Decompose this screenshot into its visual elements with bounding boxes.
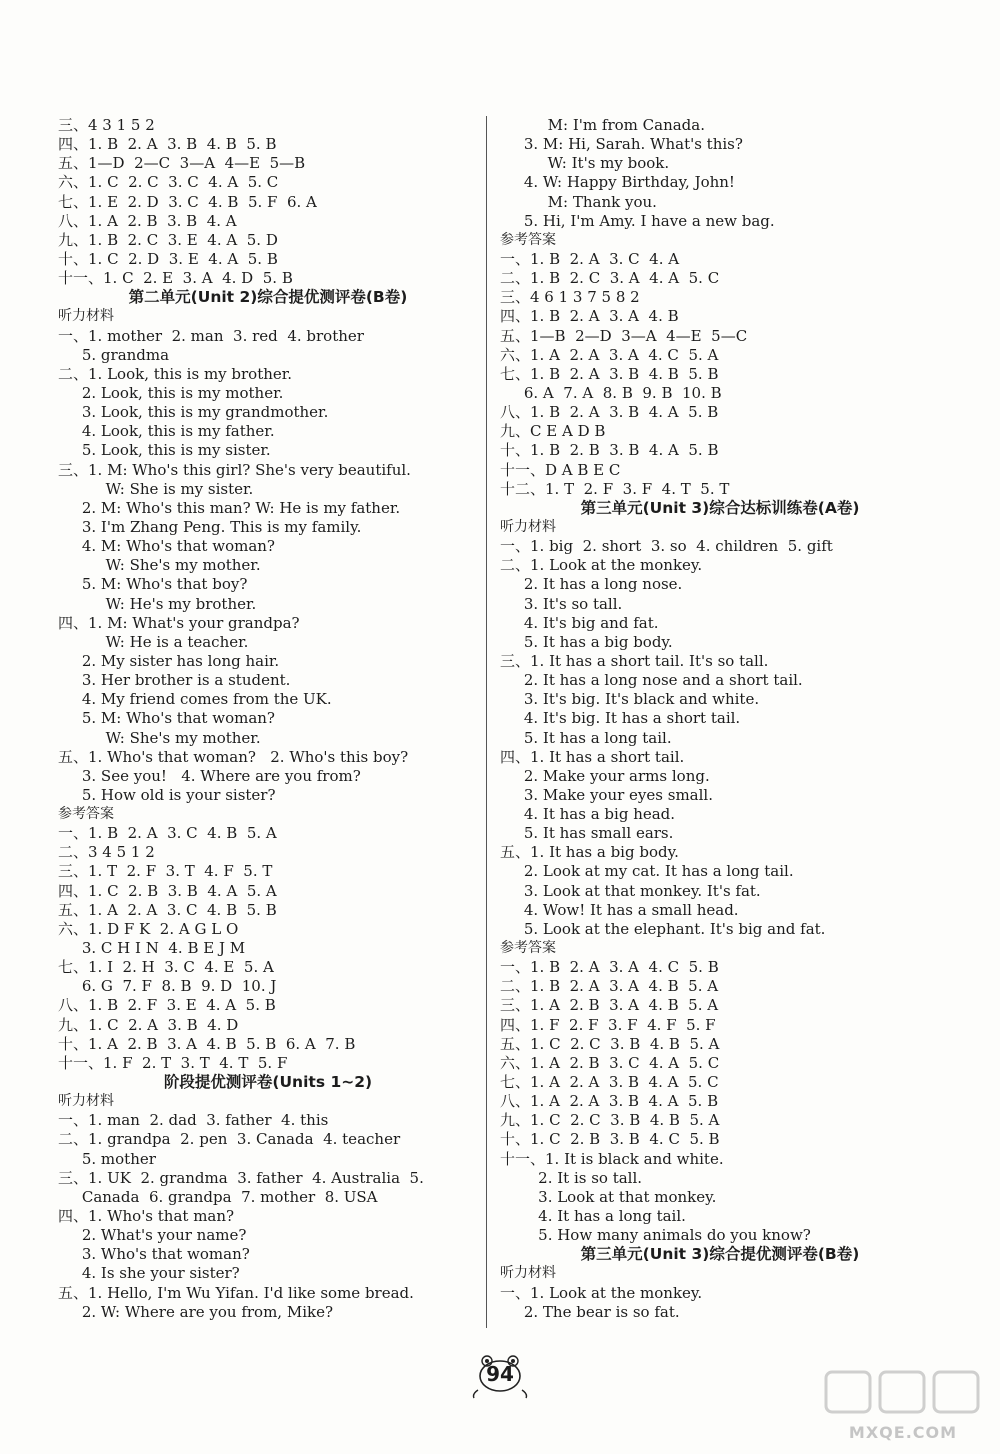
answer-line: 5. It has a big body.	[500, 632, 673, 651]
section-label: 听力材料	[500, 518, 556, 535]
answer-line: 二、3 4 5 1 2	[58, 843, 155, 862]
watermark-text: MXQE.COM	[848, 1423, 958, 1442]
answer-line: 十一、1. F 2. T 3. T 4. T 5. F	[58, 1053, 288, 1072]
answer-line: 4. It's big. It has a short tail.	[500, 709, 741, 728]
answer-line: 4. Wow! It has a small head.	[500, 900, 739, 919]
column-divider	[486, 116, 487, 1328]
answer-line: 五、1—D 2—C 3—A 4—E 5—B	[58, 154, 306, 173]
section-label: 参考答案	[500, 231, 556, 248]
answer-line: M: I'm from Canada.	[500, 116, 705, 134]
answer-line: 4. It has a big head.	[500, 805, 676, 824]
answer-line: 2. What's your name?	[58, 1226, 247, 1245]
answer-line: 3. Look at that monkey. It's fat.	[500, 881, 761, 900]
answer-line: 3. Make your eyes small.	[500, 785, 713, 804]
answer-line: W: He's my brother.	[58, 594, 257, 613]
answer-line: 三、4 6 1 3 7 5 8 2	[500, 288, 640, 307]
answer-line: 6. A 7. A 8. B 9. B 10. B	[500, 383, 722, 402]
answer-line: 八、1. A 2. A 3. B 4. A 5. B	[500, 1092, 719, 1111]
answer-line: 四、1. B 2. A 3. B 4. B 5. B	[58, 135, 277, 154]
answer-line: 二、1. grandpa 2. pen 3. Canada 4. teacher	[58, 1130, 401, 1149]
answer-line: 4. My friend comes from the UK.	[58, 690, 332, 709]
answer-line: 三、1. UK 2. grandma 3. father 4. Australia 5.	[58, 1168, 424, 1187]
answer-line: 三、1. T 2. F 3. T 4. F 5. T	[58, 862, 273, 881]
answer-line: 5. Look at the elephant. It's big and fat.	[500, 919, 826, 938]
answer-line: 七、1. A 2. A 3. B 4. A 5. C	[500, 1073, 719, 1092]
answer-line: 2. My sister has long hair.	[58, 651, 280, 670]
answer-line: 十、1. C 2. B 3. B 4. C 5. B	[500, 1130, 720, 1149]
page-number-badge	[470, 1350, 530, 1400]
answer-line: 二、1. Look at the monkey.	[500, 556, 703, 575]
answer-line: 3. Her brother is a student.	[58, 671, 291, 690]
answer-line: 5. Hi, I'm Amy. I have a new bag.	[500, 211, 775, 230]
answer-line: 3. M: Hi, Sarah. What's this?	[500, 135, 743, 154]
answer-line: 3. C H I N 4. B E J M	[58, 939, 246, 958]
answer-line: 十、1. C 2. D 3. E 4. A 5. B	[58, 249, 278, 268]
answer-line: 3. Who's that woman?	[58, 1245, 250, 1264]
page-number: 94	[486, 1362, 514, 1386]
answer-line: 5. grandma	[58, 345, 170, 364]
answer-line: 4. It's big and fat.	[500, 613, 659, 632]
answer-line: 三、1. M: Who's this girl? She's very beautiful.	[58, 460, 411, 479]
answer-line: 四、1. M: What's your grandpa?	[58, 613, 300, 632]
answer-line: 一、1. B 2. A 3. A 4. C 5. B	[500, 958, 719, 977]
answer-line: 一、1. man 2. dad 3. father 4. this	[58, 1111, 329, 1130]
section-heading: 第三单元(Unit 3)综合提优测评卷(B卷)	[580, 1245, 860, 1264]
answer-line: 一、1. B 2. A 3. C 4. B 5. A	[58, 824, 277, 843]
answer-line: 4. Look, this is my father.	[58, 422, 275, 441]
answer-line: 2. Look, this is my mother.	[58, 383, 284, 402]
answer-line: 五、1. A 2. A 3. C 4. B 5. B	[58, 900, 277, 919]
section-label: 参考答案	[58, 806, 114, 823]
answer-line: 2. It is so tall.	[500, 1168, 643, 1187]
answer-line: 2. M: Who's this man? W: He is my father.	[58, 498, 401, 517]
answer-line: 2. It has a long nose and a short tail.	[500, 671, 803, 690]
answer-line: 十一、D A B E C	[500, 460, 621, 479]
answer-line: W: She is my sister.	[58, 479, 254, 498]
answer-line: 3. See you! 4. Where are you from?	[58, 766, 361, 785]
answer-line: 3. Look at that monkey.	[500, 1187, 717, 1206]
answer-line: 4. It has a long tail.	[500, 1207, 686, 1226]
answer-line: 三、1. It has a short tail. It's so tall.	[500, 651, 769, 670]
answer-line: 七、1. B 2. A 3. B 4. B 5. B	[500, 364, 719, 383]
answer-line: 4. Is she your sister?	[58, 1264, 240, 1283]
section-label: 听力材料	[58, 1093, 114, 1110]
answer-line: 三、4 3 1 5 2	[58, 116, 155, 134]
answer-line: 4. M: Who's that woman?	[58, 537, 275, 556]
answer-line: 二、1. B 2. C 3. A 4. A 5. C	[500, 269, 720, 288]
answer-line: 六、1. C 2. C 3. C 4. A 5. C	[58, 173, 279, 192]
answer-line: 5. M: Who's that boy?	[58, 575, 248, 594]
answer-line: 九、1. C 2. C 3. B 4. B 5. A	[500, 1111, 720, 1130]
answer-line: 3. Look, this is my grandmother.	[58, 403, 329, 422]
answer-line: 七、1. E 2. D 3. C 4. B 5. F 6. A	[58, 192, 317, 211]
answer-line: W: He is a teacher.	[58, 632, 249, 651]
answer-line: 6. G 7. F 8. B 9. D 10. J	[58, 977, 277, 996]
answer-line: 十一、1. It is black and white.	[500, 1149, 724, 1168]
answer-line: 4. W: Happy Birthday, John!	[500, 173, 735, 192]
answer-line: 一、1. B 2. A 3. C 4. A	[500, 249, 680, 268]
answer-line: 六、1. A 2. B 3. C 4. A 5. C	[500, 1053, 720, 1072]
answer-line: W: She's my mother.	[58, 728, 261, 747]
answer-line: Canada 6. grandpa 7. mother 8. USA	[58, 1187, 378, 1206]
answer-line: 七、1. I 2. H 3. C 4. E 5. A	[58, 958, 274, 977]
answer-line: 四、1. Who's that man?	[58, 1207, 235, 1226]
answer-line: 二、1. Look, this is my brother.	[58, 364, 293, 383]
answer-line: 5. It has small ears.	[500, 824, 674, 843]
answer-column-left	[58, 116, 478, 1322]
answer-line: 五、1. Who's that woman? 2. Who's this boy?	[58, 747, 409, 766]
answer-line: 5. Look, this is my sister.	[58, 441, 271, 460]
answer-line: 五、1. Hello, I'm Wu Yifan. I'd like some bread.	[58, 1283, 414, 1302]
answer-line: 五、1. It has a big body.	[500, 843, 679, 862]
answer-line: 5. M: Who's that woman?	[58, 709, 275, 728]
answer-line: 二、1. B 2. A 3. A 4. B 5. A	[500, 977, 719, 996]
answer-line: 九、1. C 2. A 3. B 4. D	[58, 1015, 239, 1034]
answer-line: 5. How many animals do you know?	[500, 1226, 811, 1245]
answer-line: 3. It's so tall.	[500, 594, 623, 613]
section-label: 参考答案	[500, 940, 556, 957]
section-heading: 第二单元(Unit 2)综合提优测评卷(B卷)	[128, 288, 408, 307]
answer-line: 5. It has a long tail.	[500, 728, 672, 747]
watermark-logo-icon	[818, 1366, 988, 1426]
answer-line: 十、1. B 2. B 3. B 4. A 5. B	[500, 441, 719, 460]
answer-line: 九、1. B 2. C 3. E 4. A 5. D	[58, 230, 278, 249]
answer-line: 2. It has a long nose.	[500, 575, 683, 594]
answer-line: W: She's my mother.	[58, 556, 261, 575]
section-label: 听力材料	[500, 1265, 556, 1282]
answer-line: M: Thank you.	[500, 192, 657, 211]
answer-line: 五、1—B 2—D 3—A 4—E 5—C	[500, 326, 748, 345]
answer-line: 2. Look at my cat. It has a long tail.	[500, 862, 794, 881]
answer-line: 十二、1. T 2. F 3. F 4. T 5. T	[500, 479, 730, 498]
answer-line: 四、1. B 2. A 3. A 4. B	[500, 307, 679, 326]
answer-line: 一、1. Look at the monkey.	[500, 1283, 703, 1302]
answer-line: 五、1. C 2. C 3. B 4. B 5. A	[500, 1034, 720, 1053]
answer-line: 八、1. A 2. B 3. B 4. A	[58, 211, 237, 230]
answer-line: 一、1. mother 2. man 3. red 4. brother	[58, 326, 364, 345]
section-heading: 阶段提优测评卷(Units 1~2)	[163, 1073, 373, 1092]
answer-line: 八、1. B 2. F 3. E 4. A 5. B	[58, 996, 276, 1015]
answer-column-right	[500, 116, 940, 1322]
answer-line: 2. W: Where are you from, Mike?	[58, 1302, 333, 1321]
answer-line: 四、1. C 2. B 3. B 4. A 5. A	[58, 881, 277, 900]
answer-line: 六、1. D F K 2. A G L O	[58, 919, 239, 938]
answer-line: 六、1. A 2. A 3. A 4. C 5. A	[500, 345, 719, 364]
answer-line: 三、1. A 2. B 3. A 4. B 5. A	[500, 996, 719, 1015]
answer-line: 四、1. It has a short tail.	[500, 747, 685, 766]
answer-line: 四、1. F 2. F 3. F 4. F 5. F	[500, 1015, 716, 1034]
answer-line: 3. I'm Zhang Peng. This is my family.	[58, 517, 362, 536]
watermark	[818, 1366, 988, 1446]
answer-line: 九、C E A D B	[500, 422, 606, 441]
answer-line: 十一、1. C 2. E 3. A 4. D 5. B	[58, 269, 293, 288]
answer-line: 2. The bear is so fat.	[500, 1302, 680, 1321]
answer-line: 5. mother	[58, 1149, 156, 1168]
section-heading: 第三单元(Unit 3)综合达标训练卷(A卷)	[580, 498, 860, 517]
answer-line: 一、1. big 2. short 3. so 4. children 5. gift	[500, 537, 833, 556]
section-label: 听力材料	[58, 308, 114, 325]
answer-line: 5. How old is your sister?	[58, 785, 276, 804]
answer-line: 3. It's big. It's black and white.	[500, 690, 760, 709]
answer-line: W: It's my book.	[500, 154, 670, 173]
answer-line: 八、1. B 2. A 3. B 4. A 5. B	[500, 403, 719, 422]
answer-line: 2. Make your arms long.	[500, 766, 710, 785]
answer-line: 十、1. A 2. B 3. A 4. B 5. B 6. A 7. B	[58, 1034, 356, 1053]
